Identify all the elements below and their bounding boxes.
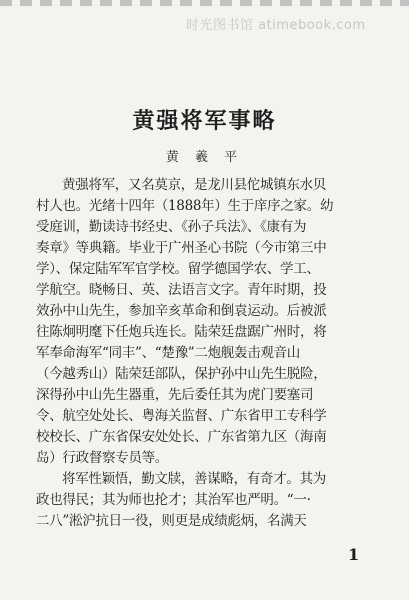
text-line: 黄强将军，又名莫京，是龙川县佗城镇东水贝 [62, 177, 326, 193]
watermark: 时光图书馆 atimebook.com [186, 18, 366, 33]
text-line: 学航空。晓畅日、英、法语言文字。青年时期，投 [36, 282, 327, 298]
text-line: 村人也。光绪十四年（1888年）生于庠序之家。幼 [36, 198, 334, 214]
text-line: 校校长、广东省保安处处长、广东省第九区（海南 [36, 429, 327, 445]
text-line: 奏章》等典籍。毕业于广州圣心书院（今市第三中 [36, 240, 327, 256]
text-line: 军奉命海军“同丰”、“楚豫”二炮舰轰击观音山 [36, 345, 301, 361]
text-line: 二八”淞沪抗日一役，则更是成绩彪炳，名满天 [36, 513, 307, 529]
text-line: 深得孙中山先生器重，先后委任其为虎门要塞司 [36, 387, 314, 403]
text-line: 令、航空处处长、粤海关监督、广东省甲工专科学 [36, 408, 327, 424]
text-line: 效孙中山先生，参加辛亥革命和倒袁运动。后被派 [36, 303, 327, 319]
article-body [36, 175, 386, 532]
text-line: 将军性颖悟，勤文牍，善谋略，有奇才。其为 [62, 471, 326, 487]
text-line: 学）、保定陆军军官学校。留学德国学农、学工、 [36, 261, 320, 277]
author-name: 黄 羲 平 [165, 150, 244, 165]
page-title: 黄强将军事略 [132, 108, 277, 134]
text-line: 受庭训，勤读诗书经史、《孙子兵法》、《康有为 [36, 219, 307, 235]
text-line: 岛）行政督察专员等。 [36, 450, 168, 466]
text-line: 政也得民；其为师也抡才；其治军也严明。“一· [36, 492, 311, 508]
scan-top-edge [0, 0, 409, 6]
text-line: 往陈炯明麾下任炮兵连长。陆荣廷盘踞广州时，将 [36, 324, 327, 340]
text-line: （今越秀山）陆荣廷部队，保护孙中山先生脱险， [36, 366, 327, 382]
page-number: 1 [348, 545, 360, 564]
